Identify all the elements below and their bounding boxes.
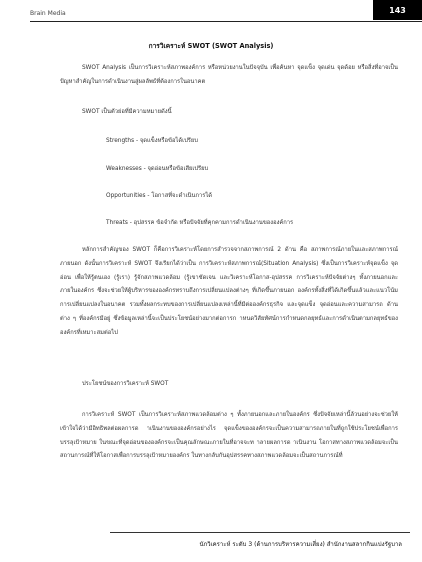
definition-weaknesses: Weaknesses - จุดอ่อนหรือข้อเสียเปรียบ xyxy=(106,166,209,172)
page-title: การวิเคราะห์ SWOT (SWOT Analysis) xyxy=(148,42,274,50)
intro-paragraph: SWOT Analysis เป็นการวิเคราะห์สภาพองค์การ หรือหน่วยงานในปัจจุบัน เพื่อค้นหา จุดแข็ง จุดเด่น จุดด้อย หรือสิ่งที่อาจเป็นปัญหาสำคัญในการดำเนินงานสู่ผลลัพธ์ที่ต้องการในอนาคต xyxy=(60,65,398,85)
definition-opportunities: Opportunities - โอกาสที่จะดำเนินการได้ xyxy=(106,193,213,199)
page-number-box: 143 xyxy=(373,0,422,20)
meaning-heading: SWOT เป็นตัวย่อที่มีความหมายดังนี้ xyxy=(82,109,172,115)
header-label: Brain Media xyxy=(30,10,66,17)
benefits-paragraph: การวิเคราะห์ SWOT เป็นการวิเคราะห์สภาพแวดล้อมต่าง ๆ ทั้งภายนอกและภายในองค์กร ซึ่งปัจจัยเหล่านี้ล้วนอย่างจะช่วยให้เข้าใจได้ว่ามีอิทธิพลต่อผลการด าเนินงานขององค์กรอย่างไร จุดแข็งขององค์กรจะเป็นความสามารถภายในที่ถูกใช้ประโยชน์เพื่อการบรรลุเป้าหมาย ในขณะที่จุดอ่อนขององค์กรจะเป็นคุณลักษณะภายในที่อาจจะท าลายผลการด าเนินงาน โอกาสทางสภาพแวดล้อมจะเป็นสถานการณ์ที่ให้โอกาสเพื่อการบรรลุเป้าหมายองค์กร ในทางกลับกันอุปสรรคทางสภาพแวดล้อมจะเป็นสถานการณ์ที่ xyxy=(60,412,398,460)
header-rule xyxy=(30,21,422,22)
footer-rule xyxy=(110,532,410,533)
principle-paragraph: หลักการสำคัญของ SWOT ก็คือการวิเคราะห์โดยการสำรวจจากสภาพการณ์ 2 ด้าน คือ สภาพการณ์ภายในและสภาพการณ์ภายนอก ดังนั้นการวิเคราะห์ SWOT จึงเรียกได้ว่าเป็น การวิเคราะห์สภาพการณ์(Situation Analysis) ซึ่งเป็นการวิเคราะห์จุดแข็ง จุดอ่อน เพื่อให้รู้ตนเอง (รู้เรา) รู้จักสภาพแวดล้อม (รู้เขาชัดเจน และวิเคราะห์โอกาส-อุปสรรค การวิเคราะห์ปัจจัยต่างๆ ทั้งภายนอกและภายในองค์กร ซึ่งจะช่วยให้ผู้บริหารขององค์กรทราบถึงการเปลี่ยนแปลงต่างๆ ที่เกิดขึ้นภายนอก องค์กรทั้งสิ่งที่ได้เกิดขึ้นแล้วและแนวโน้มการเปลี่ยนแปลงในอนาคต รวมทั้งผลกระทบของการเปลี่ยนแปลงเหล่านี้ที่มีต่อองค์กรธุรกิจ และจุดแข็ง จุดอ่อนและความสามารถ ด้านต่าง ๆ ที่องค์กรมีอยู่ ซึ่งข้อมูลเหล่านี้จะเป็นประโยชน์อย่างมากต่อการก าหนดวิสัยทัศน์การกำหนดกลยุทธ์และการดำเนินตามกลยุทธ์ขององค์กรที่เหมาะสมต่อไป xyxy=(60,247,398,336)
footer-text: นักวิเคราะห์ ระดับ 3 (ด้านการบริหารความเสี่ยง) สำนักงานสลากกินแบ่งรัฐบาล xyxy=(199,541,402,548)
definition-strengths: Strengths - จุดแข็งหรือข้อได้เปรียบ xyxy=(106,138,198,144)
benefits-heading: ประโยชน์ของการวิเคราะห์ SWOT xyxy=(82,381,169,387)
definition-threats: Threats - อุปสรรค ข้อจำกัด หรือปัจจัยที่คุกคามการดำเนินงานขององค์การ xyxy=(106,220,294,226)
